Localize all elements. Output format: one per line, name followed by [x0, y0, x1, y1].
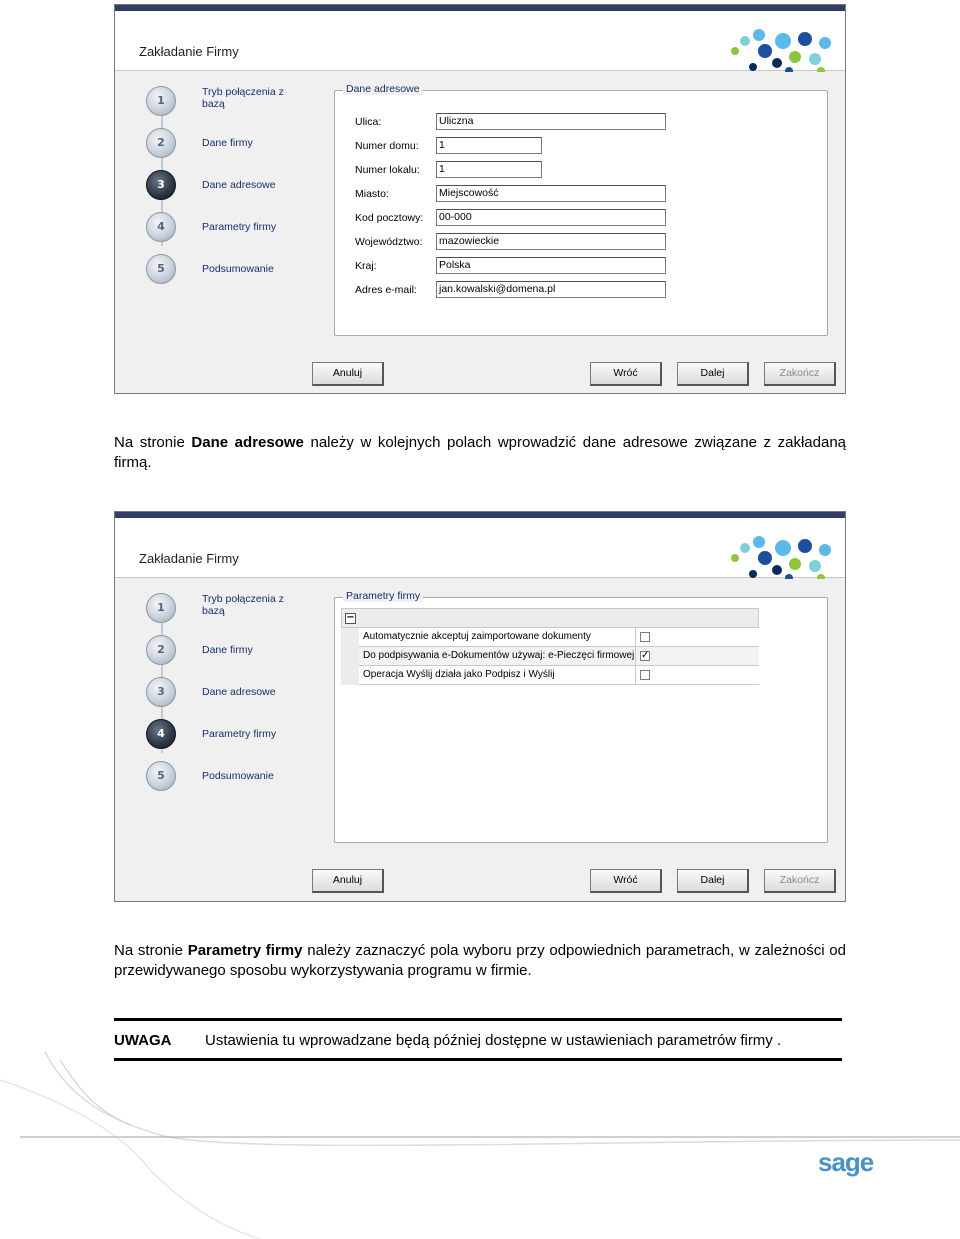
param-value-cell: [635, 666, 759, 685]
param-value-cell: [635, 647, 759, 666]
text: Na stronie: [114, 942, 188, 959]
property-grid: [341, 608, 759, 685]
step-label: Podsumowanie: [202, 770, 274, 782]
paragraph-address: [114, 433, 846, 473]
step-label: Dane adresowe: [202, 686, 276, 698]
property-grid-header: [341, 608, 759, 628]
step-number: 3: [146, 170, 176, 200]
step-number: 1: [146, 593, 176, 623]
row-gutter: [341, 647, 359, 666]
back-button[interactable]: Wróć: [590, 362, 662, 386]
paragraph-parameters: [114, 941, 846, 981]
param-label: Do podpisywania e-Dokumentów używaj: e-Pieczęci firmowej: [363, 650, 635, 661]
email-input[interactable]: jan.kowalski@domena.pl: [436, 281, 666, 298]
param-checkbox[interactable]: ✓: [641, 650, 650, 661]
dialog-header: [115, 11, 845, 71]
back-button[interactable]: Wróć: [590, 869, 662, 893]
field-label: Kod pocztowy:: [355, 212, 424, 224]
step-number: 5: [146, 254, 176, 284]
param-label: Automatycznie akceptuj zaimportowane dokumenty: [363, 631, 591, 642]
next-button[interactable]: Dalej: [677, 869, 749, 893]
step-label: Tryb połączenia z bazą: [202, 86, 284, 110]
text: należy w kolejnych polach wprowadzić dane adresowe związane z zakładaną firmą.: [114, 434, 846, 471]
decorative-dots-graphic: [725, 21, 835, 77]
next-button[interactable]: Dalej: [677, 362, 749, 386]
cancel-button[interactable]: Anuluj: [312, 362, 384, 386]
step-label: Dane adresowe: [202, 179, 276, 191]
note-text: Ustawienia tu wprowadzane będą później dostępne w ustawieniach parametrów firmy .: [205, 1032, 782, 1049]
house-number-input[interactable]: 1: [436, 137, 542, 154]
param-checkbox[interactable]: [640, 632, 650, 642]
row-gutter: [341, 628, 359, 647]
step-number: 2: [146, 635, 176, 665]
footer-decoration: [0, 1040, 960, 1239]
group-title: Dane adresowe: [343, 83, 423, 95]
bold-term: Parametry firmy: [187, 942, 303, 959]
param-row[interactable]: [341, 628, 759, 647]
city-input[interactable]: Miejscowość: [436, 185, 666, 202]
sage-logo: sage: [818, 1147, 874, 1177]
decorative-dots-graphic: [725, 528, 835, 584]
field-label: Ulica:: [355, 116, 382, 128]
step-number: 3: [146, 677, 176, 707]
field-label: Adres e-mail:: [355, 284, 417, 296]
field-label: Województwo:: [355, 236, 423, 248]
param-row[interactable]: [341, 666, 759, 685]
postal-code-input[interactable]: 00-000: [436, 209, 666, 226]
country-input[interactable]: Polska: [436, 257, 666, 274]
step-label: Dane firmy: [202, 644, 253, 656]
step-label: Parametry firmy: [202, 221, 277, 233]
dialog-title: Zakładanie Firmy: [139, 44, 239, 59]
finish-button[interactable]: Zakończ: [764, 869, 836, 893]
step-label: Dane firmy: [202, 137, 253, 149]
cancel-button[interactable]: Anuluj: [312, 869, 384, 893]
field-label: Numer lokalu:: [355, 164, 420, 176]
bold-term: Dane adresowe: [191, 434, 304, 451]
step-label: Parametry firmy: [202, 728, 277, 740]
group-title: Parametry firmy: [343, 590, 423, 602]
wizard-dialog-parameters: [114, 511, 846, 902]
text: Na stronie: [114, 434, 192, 451]
step-number: 4: [146, 212, 176, 242]
step-number: 5: [146, 761, 176, 791]
step-label: Tryb połączenia z bazą: [202, 593, 284, 617]
collapse-toggle-icon[interactable]: −: [346, 612, 355, 623]
dialog-body: [115, 72, 845, 393]
field-label: Kraj:: [355, 260, 377, 272]
param-value-cell: [635, 628, 759, 647]
apartment-number-input[interactable]: 1: [436, 161, 542, 178]
dialog-header: [115, 518, 845, 578]
param-label: Operacja Wyślij działa jako Podpisz i Wyślij: [363, 669, 555, 680]
step-number: 4: [146, 719, 176, 749]
dialog-body: [115, 579, 845, 901]
param-row[interactable]: [341, 647, 759, 666]
parameters-group: [334, 590, 828, 843]
text: należy zaznaczyć pola wyboru przy odpowiednich parametrach, w zależności od przewidywanego sposobu wykorzystywania programu w firmie.: [114, 942, 846, 979]
param-checkbox[interactable]: [640, 670, 650, 680]
field-label: Numer domu:: [355, 140, 419, 152]
row-gutter: [341, 666, 359, 685]
step-number: 1: [146, 86, 176, 116]
step-label: Podsumowanie: [202, 263, 274, 275]
step-number: 2: [146, 128, 176, 158]
voivodeship-input[interactable]: mazowieckie: [436, 233, 666, 250]
finish-button[interactable]: Zakończ: [764, 362, 836, 386]
field-label: Miasto:: [355, 188, 389, 200]
dialog-title: Zakładanie Firmy: [139, 551, 239, 566]
address-group: [334, 83, 828, 336]
street-input[interactable]: Uliczna: [436, 113, 666, 130]
note-label: UWAGA: [114, 1032, 172, 1049]
wizard-dialog-address: [114, 4, 846, 394]
